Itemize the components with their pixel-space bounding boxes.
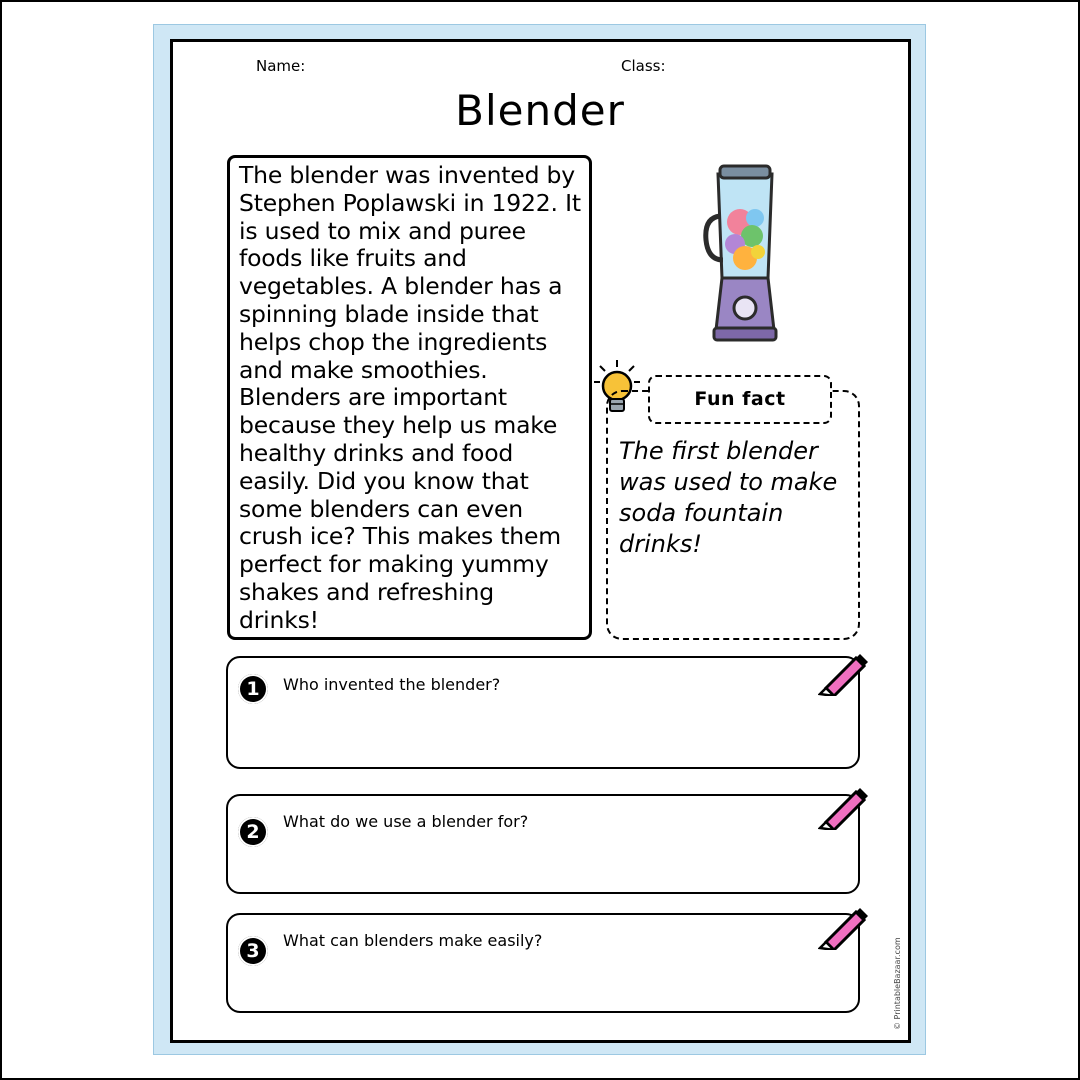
pencil-icon: [818, 650, 868, 696]
question-text-1: Who invented the blender?: [283, 675, 501, 694]
question-number-1: 1: [238, 674, 268, 704]
answer-box-2[interactable]: [226, 794, 860, 894]
answer-box-1[interactable]: [226, 656, 860, 769]
pencil-icon: [818, 904, 868, 950]
question-number-3: 3: [238, 936, 268, 966]
fun-fact-label: Fun fact: [648, 375, 832, 424]
credit-text: © PrintableBazaar.com: [893, 937, 902, 1030]
question-text-3: What can blenders make easily?: [283, 931, 543, 950]
answer-box-3[interactable]: [226, 913, 860, 1013]
page-title: Blender: [455, 86, 625, 135]
question-number-2: 2: [238, 817, 268, 847]
reading-passage: The blender was invented by Stephen Poplawski in 1922. It is used to mix and puree foods like fruits and vegetables. A blender has a spinning blade inside that helps chop the ingredients and make smoothies. Blenders are important because they help us make healthy drinks and food easily. Did you know that some blenders can even crush ice? This makes them perfect for making yummy shakes and refreshing drinks!: [227, 155, 592, 640]
fun-fact-text: The first blender was used to make soda fountain drinks!: [619, 437, 838, 558]
name-label: Name:: [256, 57, 306, 75]
question-text-2: What do we use a blender for?: [283, 812, 529, 831]
pencil-icon: [818, 784, 868, 830]
class-label: Class:: [621, 57, 666, 75]
blender-illustration: [700, 160, 790, 350]
